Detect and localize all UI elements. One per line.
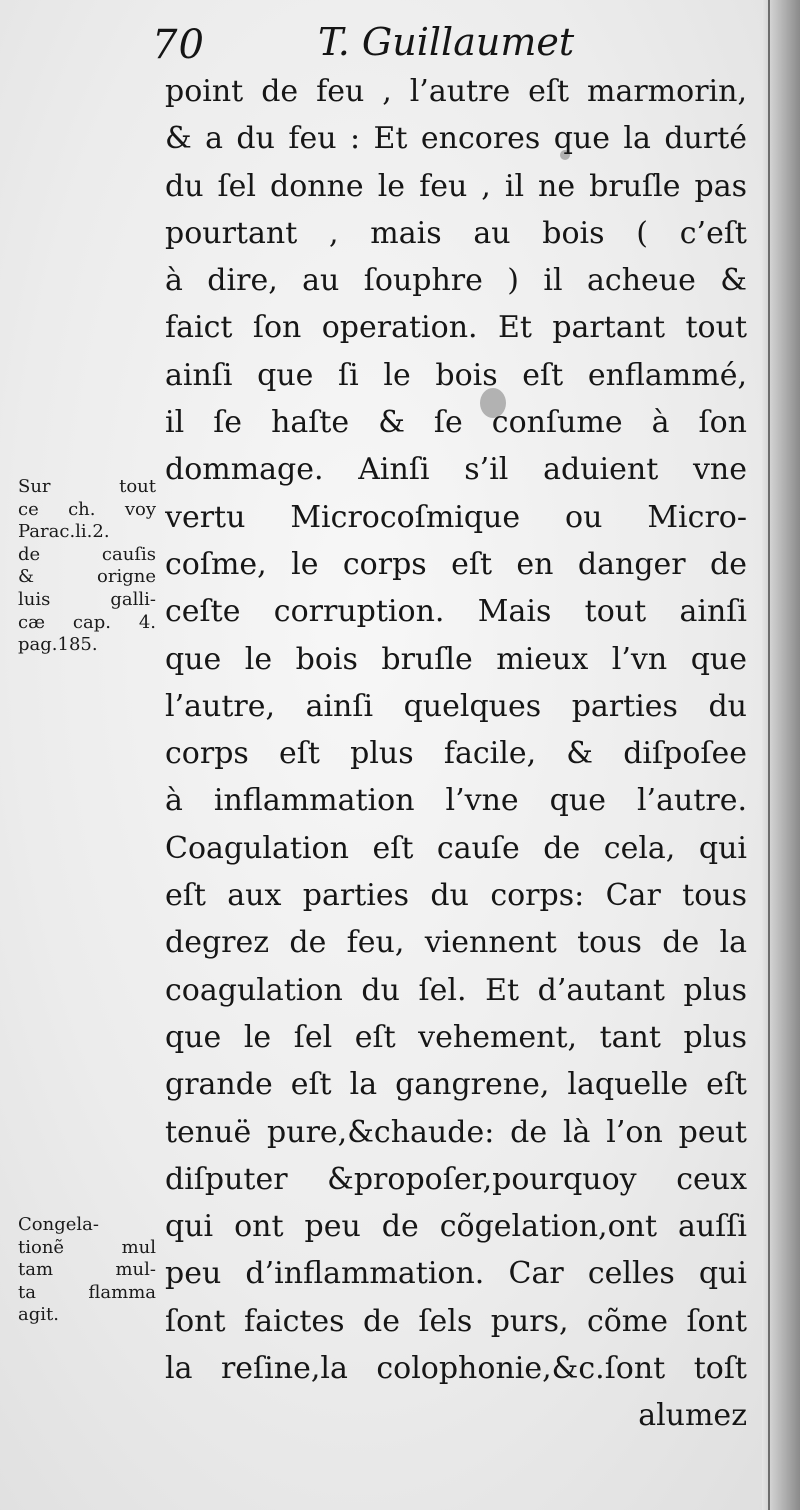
- margin-note-line: luis galli-: [18, 588, 156, 610]
- text-line: eſt aux parties du corps: Car tous: [165, 878, 747, 914]
- margin-note: [18, 1214, 156, 1327]
- page-edge-line: [768, 0, 770, 1510]
- margin-note-line: pag.185.: [18, 634, 98, 656]
- margin-note-line: de cauſis: [18, 543, 156, 565]
- margin-note: [18, 476, 156, 657]
- margin-note-line: ta flamma: [18, 1281, 156, 1303]
- page-number: 70: [152, 22, 205, 68]
- text-line: du ſel donne le feu , il ne bruſle pas: [165, 168, 747, 204]
- text-line: corps eſt plus facile, & diſpoſee: [165, 736, 747, 772]
- margin-note-line: tionẽ mul: [18, 1236, 156, 1258]
- text-line: coſme, le corps eſt en danger de: [165, 546, 747, 582]
- text-line: il ſe haſte & ſe conſume à ſon: [165, 405, 747, 441]
- text-line: degrez de feu, viennent tous de la: [165, 925, 747, 961]
- margin-note-line: & origne: [18, 566, 156, 588]
- text-line: l’autre, ainſi quelques parties du: [165, 688, 747, 724]
- margin-note-line: Congela-: [18, 1214, 99, 1235]
- text-line: que le ſel eſt vehement, tant plus: [165, 1019, 747, 1055]
- text-line: tenuë pure,&chaude: de là l’on peut: [165, 1114, 747, 1150]
- text-line: grande eſt la gangrene, laquelle eſt: [165, 1067, 747, 1103]
- catchword: alumez: [638, 1398, 747, 1434]
- margin-note-line: ce ch. voy: [18, 498, 156, 520]
- text-line: qui ont peu de cõgelation,ont auſſi: [165, 1209, 747, 1245]
- text-line: coagulation du ſel. Et d’autant plus: [165, 972, 747, 1008]
- text-line: Coagulation eſt cauſe de cela, qui: [165, 830, 747, 866]
- text-line: ſont faictes de ſels purs, cõme ſont: [165, 1303, 747, 1339]
- text-line: peu d’inflammation. Car celles qui: [165, 1256, 747, 1292]
- text-line: à dire, au ſouphre ) il acheue &: [165, 263, 747, 299]
- text-line: point de feu , l’autre eſt marmorin,: [165, 74, 747, 109]
- text-line: ceſte corruption. Mais tout ainſi: [165, 594, 747, 630]
- text-line: diſputer &propoſer,pourquoy ceux: [165, 1161, 747, 1197]
- text-line: la reſine,la colophonie,&c.ſont toſt: [165, 1351, 747, 1387]
- margin-note-line: Sur tout: [18, 476, 156, 497]
- running-head: T. Guillaumet: [318, 20, 575, 64]
- text-line: à inflammation l’vne que l’autre.: [165, 783, 747, 819]
- body-text: [165, 68, 747, 1440]
- text-line: pourtant , mais au bois ( c’eſt: [165, 215, 747, 251]
- text-line: faict ſon operation. Et partant tout: [165, 310, 747, 346]
- margin-note-line: agit.: [18, 1304, 59, 1326]
- margin-note-line: cæ cap. 4.: [18, 611, 156, 633]
- text-line: dommage. Ainſi s’il aduient vne: [165, 452, 747, 488]
- text-line: & a du feu : Et encores que la durté: [165, 121, 747, 157]
- page-header: [150, 14, 770, 74]
- text-line: ainſi que ſi le bois eſt enflammé,: [165, 357, 747, 393]
- text-line: vertu Microcoſmique ou Micro-: [165, 499, 747, 535]
- margin-note-line: tam mul-: [18, 1259, 156, 1281]
- margin-note-line: Parac.li.2.: [18, 521, 110, 543]
- text-line: que le bois bruſle mieux l’vn que: [165, 641, 747, 677]
